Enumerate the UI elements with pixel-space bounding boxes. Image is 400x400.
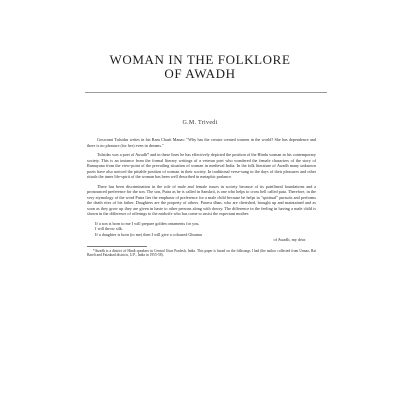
footnote: *Awadh is a district of Hindi speakers in Central Uttar Pradesh, India. This paper is based on the folksongs I had (the author collected from Unnao, Rai Bareli and Faizabad districts, U.P., India in 1955-58). <box>87 248 316 258</box>
verse-line-1: If a son is born to me I will prepare golden ornaments for you, <box>95 220 200 226</box>
body-paragraph-3: There has been discrimination in the role of male and female issues in society because of its patrilineal foundations and a pronounced preference for the son. The son, Putra as he is called in Sanskrit, is one who helps to cross hell called puta. Therefore, in the very etymology of the word Putra lies the emphasis of preference for a male child because he helps in "spiritual" pursuits and performs the death rites of his father. Daughters are the property of others. Parava dhan, who are cherished, brought up and maintained and as soon as they grow up they are given in haste to other persons along with dowry. The difference in the feeling in having a male child is shown in the difference of offerings to the midwife who has come to assist the expectant mother: <box>87 183 316 216</box>
body-paragraph-1: Goswami Tulsidas writes in his Ram Charit Manas: "Why has the creator created women in the world? She has dependence and there is no pleasure (for her) even in dreams." <box>87 137 316 148</box>
article-title-line-2: OF AWADH <box>164 66 236 81</box>
footnote-divider <box>87 246 147 247</box>
title-divider <box>85 92 327 93</box>
verse-line-4: of Awadh, my dear. <box>273 237 306 242</box>
article-title-line-1: WOMAN IN THE FOLKLORE <box>109 52 291 67</box>
body-paragraph-2: Tulsidas was a poet of Awadh* and in these lines he has effectively depicted the position of the Hindu woman in his contemporary society. This is an instance from the formal literary writings of a veteran poet who wondered the female characters of the story of Ramayana from the view-point of the prevailing situation of woman in medieval India. In the folk literature of Awadh many unknown poets have also noticed the pitiable position of woman in their society. In traditional verse-sung in the days of their pleasures and other rituals the inner life-spirit of the woman has been well described in metaphic parlance. <box>87 152 316 179</box>
article-body <box>87 137 316 258</box>
verse-line-3: If a daughter is born (to me) then I will give a coloured Ghunnu <box>95 231 202 237</box>
author-name: G.M. Trivedi <box>182 120 218 126</box>
verse-line-2: I will throw silk. <box>95 226 123 231</box>
